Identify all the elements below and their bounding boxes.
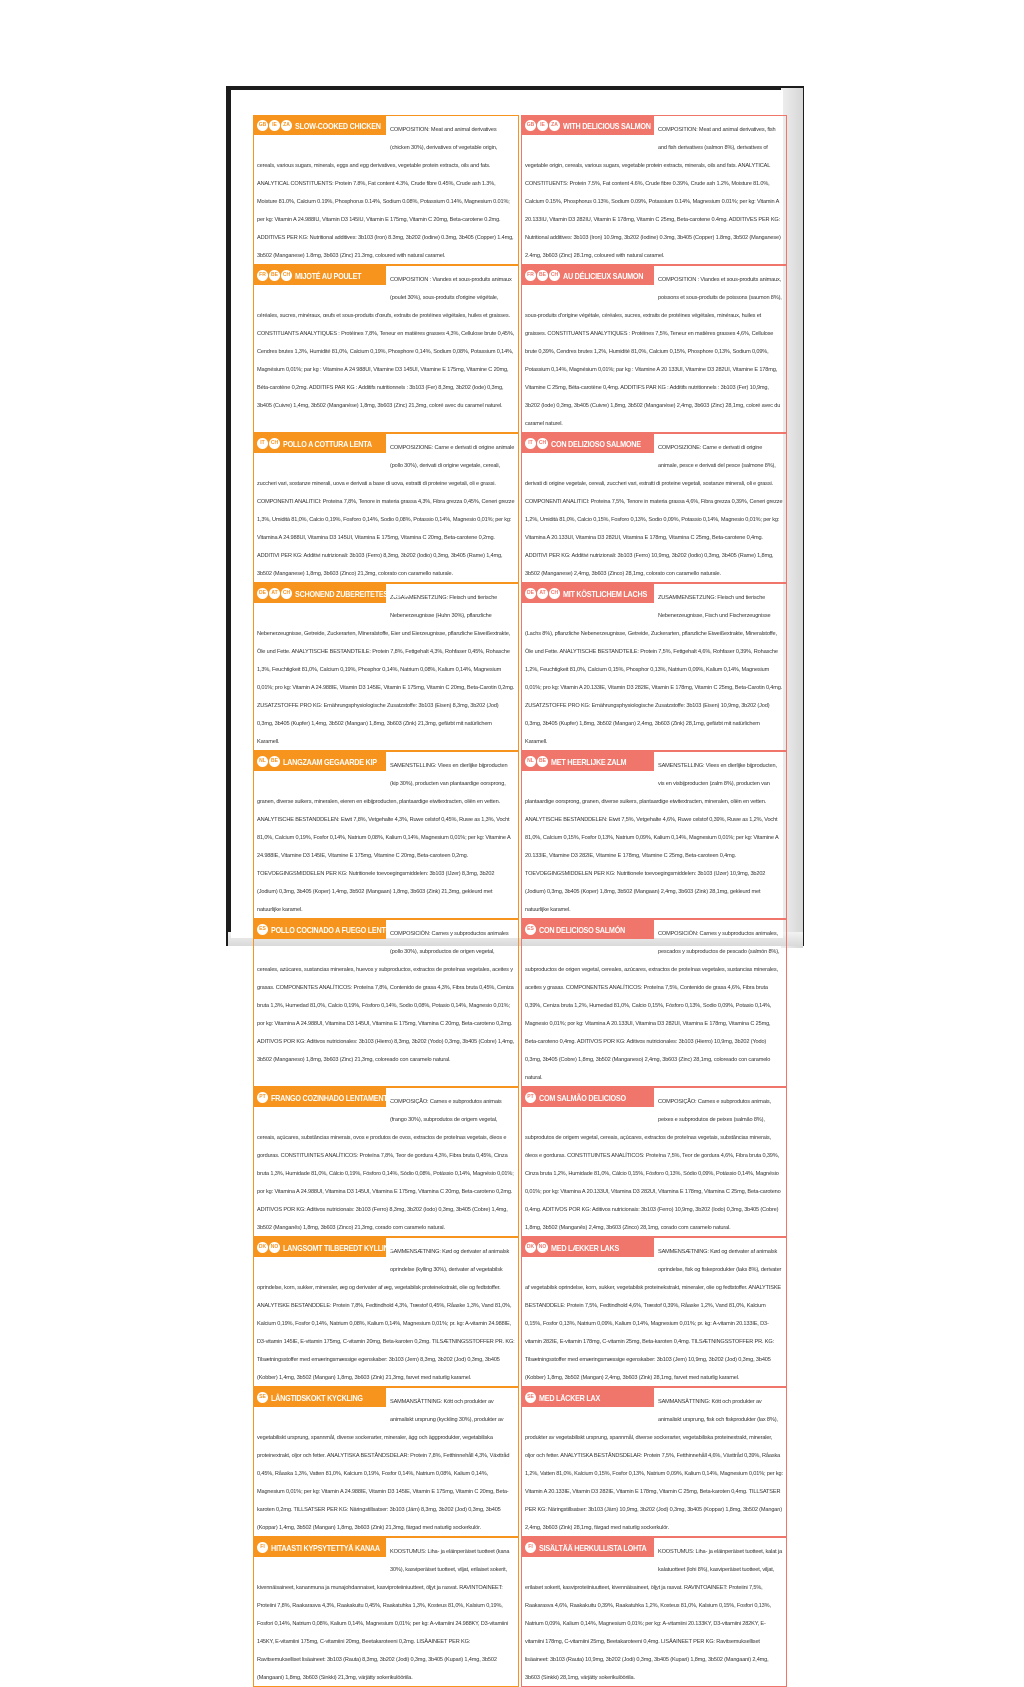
panel-title-bar bbox=[522, 1538, 654, 1557]
panel-title-bar bbox=[254, 1538, 386, 1557]
panel-title-bar bbox=[254, 434, 386, 453]
country-badge: FR bbox=[525, 270, 536, 281]
panel-title-bar bbox=[522, 266, 654, 285]
panel-composition-text: COMPOSICIÓN: Carnes y subproductos animales (pollo 30%), subproductos de origen vegetal, cereales, azúcares, sustancias minerales, huevos y subproductos, extractos de proteínas vegetales, aceites y grasas. COMPONENTES ANALÍTICOS: Proteína 7,8%, Contenido de grasa 4,3%, Fibra bruta 0,45%, Ceniza bruta 1,3%, Humedad 81,0%, Calcio 0,19%, Fósforo 0,14%, Sodio 0,08%, Potasio 0,14%, Magnesio 0,01%; por kg: Vitamina A 24.988UI, Vitamina D3 145UI, Vitamina E 175mg, Vitamina C 20mg, Beta-caroteno 0,2mg. ADITIVOS POR KG: Aditivos nutricionales: 3b103 (Hierro) 8,3mg, 3b202 (Yodo) 0,3mg, 3b405 (Cobre) 1,4mg, 3b502 (Manganeso) 1,8mg, 3b603 (Zinc) 21,3mg, coloreado con caramelo natural. bbox=[257, 931, 515, 1063]
country-badge: CH bbox=[281, 588, 292, 599]
panel-composition-text: KOOSTUMUS: Liha- ja eläinperäiset tuotteet, kalat ja kalatuotteet (lohi 8%), kasviperäiset tuotteet, viljat, erilaiset sokerit, kasviproteiiniuutteet, kivennäisaineet, öljyt ja rasvat. RAVINTOAINEET: Proteiini 7,5%, Raakarasva 4,6%, Raakakuitu 0,39%, Raakatuhka 1,2%, Kosteus 81,0%, Kalsium 0,15%, Fosfori 0,13%, Natrium 0,09%, Kalium 0,14%, Magnesium 0,01%; per kg: A-vitamiini 20.133KY, D3-vitamiini 282KY, E-vitamiini 178mg, C-vitamiini 25mg, Beetakaroteeni 0,4mg. LISÄAINEET PER KG: Ravitsemukselliset lisäaineet: 3b103 (Rauta) 10,9mg, 3b202 (Jodi) 0,3mg, 3b405 (Kupari) 1,8mg, 3b502 (Mangaani) 2,4mg, 3b603 (Sinkki) 28,1mg, värjätty sokerikulööriila. bbox=[525, 1549, 783, 1681]
panel-composition-text: KOOSTUMUS: Liha- ja eläinperäiset tuotteet (kana 30%), kasviperäiset tuotteet, viljat, erilaiset sokerit, kivennäisaineet, kananmuna ja munajohdannaiset, kasviproteiiniuutteet, öljyt ja rasvat. RAVINTOAINEET: Proteiini 7,8%, Raakarasva 4,3%, Raakakuitu 0,45%, Raakatuhka 1,3%, Kosteus 81,0%, Kalsium 0,19%, Fosfori 0,14%, Natrium 0,08%, Kalium 0,14%, Magnesium 0,01%; per kg: A-vitamiini 24.988KY, D3-vitamiini 145KY, E-vitamiini 175mg, C-vitamiini 20mg, Beetakaroteeni 0,2mg. LISÄAINEET PER KG: Ravitsemukselliset lisäaineet: 3b103 (Rauta) 8,3mg, 3b202 (Jodi) 0,3mg, 3b405 (Kupari) 1,4mg, 3b502 (Mangaani) 1,8mg, 3b603 (Sinkki) 21,3mg, värjätty sokerikulööriila. bbox=[257, 1549, 510, 1681]
panel-title: MIT KÖSTLICHEM LACHS bbox=[563, 588, 648, 599]
country-badge: NL bbox=[257, 756, 268, 767]
country-badge: BE bbox=[269, 756, 280, 767]
country-badge: FI bbox=[525, 1542, 536, 1553]
country-badge: ZA bbox=[549, 120, 560, 131]
panel-composition-text: SAMENSTELLING: Vlees en dierlijke bijproducten (kip 30%), producten van plantaardige oorsprong, granen, diverse suikers, mineralen, eieren en eibijproducten, plantaardige eiwitextracten, oliën en vetten. ANALYTISCHE BESTANDDELEN: Eiwit 7,8%, Vetgehalte 4,3%, Ruwe celstof 0,45%, Ruwe as 1,3%, Vocht 81,0%, Calcium 0,19%, Fosfor 0,14%, Natrium 0,08%, Kalium 0,14%, Magnesium 0,01%; per kg: Vitamine A 24.988IE, Vitamine D3 145IE, Vitamine E 175mg, Vitamine C 20mg, Beta-caroteen 0,2mg. TOEVOEGINGSMIDDELEN PER KG: Nutritionele toevoegingsmiddelen: 3b103 (IJzer) 8,3mg, 3b202 (Jodium) 0,3mg, 3b405 (Koper) 1,4mg, 3b502 (Mangaan) 1,8mg, 3b603 (Zink) 21,3mg, gekleurd met natuurlijke karamel. bbox=[257, 763, 511, 913]
ingredient-panel-chicken bbox=[253, 1237, 519, 1387]
country-badge: DK bbox=[525, 1242, 536, 1253]
panel-title-bar bbox=[254, 1088, 393, 1107]
panel-composition-text: COMPOSIZIONE: Carne e derivati di origine animale, pesce e derivati del pesce (salmone 8%), derivati di origine vegetale, cereali, zuccheri vari, estratti di proteine vegetali, sostanze minerali, oli e grassi. COMPONENTI ANALITICI: Proteina 7,5%, Tenore in materia grassa 4,6%, Fibra grezza 0,39%, Ceneri grezze 1,2%, Umidità 81,0%, Calcio 0,15%, Fosforo 0,13%, Sodio 0,09%, Potassio 0,14%, Magnesio 0,01%; per kg: Vitamina A 20.133UI, Vitamina D3 282UI, Vitamina E 178mg, Vitamina C 25mg, Beta-carotene 0,4mg. ADDITIVI PER KG: Additivi nutrizionali: 3b103 (Ferro) 10,9mg, 3b202 (Iodio) 0,3mg, 3b405 (Rame) 1,8mg, 3b502 (Manganese) 2,4mg, 3b603 (Zinco) 28,1mg, colorato con caramello naturale. bbox=[525, 445, 783, 577]
country-badge: CH bbox=[549, 270, 560, 281]
country-badge: CH bbox=[549, 588, 560, 599]
ingredient-panel-chicken bbox=[253, 919, 519, 1087]
panel-composition-text: SAMMANSÄTTNING: Kött och produkter av animaliskt ursprung, fisk och fiskprodukter (lax 8%), produkter av vegetabiliskt ursprung, spannmål, diverse sockerarter, vegetabiliska proteinextrakt, mineraler, oljor och fetter. ANALYTISKA BESTÅNDSDELAR: Protein 7,5%, Fetthinnehåll 4,6%, Växttråd 0,39%, Råaska 1,2%, Vatten 81,0%, Kalcium 0,15%, Fosfor 0,13%, Natrium 0,09%, Kalium 0,14%, Magnesium 0,01%; per kg: Vitamin A 20.133IE, Vitamin D3 282IE, Vitamin E 178mg, Vitamin C 25mg, Beta-karoten 0,4mg. TILLSATSER PER KG: Näringstillsatser: 3b103 (Järn) 10,9mg, 3b202 (Jod) 0,3mg, 3b405 (Koppar) 1,8mg, 3b502 (Mangan) 2,4mg, 3b603 (Zink) 28,1mg, färgad med naturlig sockerkulör. bbox=[525, 1399, 783, 1531]
panel-composition-text: COMPOSITION: Meat and animal derivatives, fish and fish derivatives (salmon 8%), derivatives of vegetable origin, cereals, various sugars, vegetable protein extracts, minerals, oils and fats. ANALYTICAL CONSTITUENTS: Protein 7.5%, Fat content 4.6%, Crude fibre 0.39%, Crude ash 1.2%, Moisture 81.0%, Calcium 0.15%, Phosphorus 0.13%, Sodium 0.09%, Potassium 0.14%, Magnesium 0.01%; per kg: Vitamin A 20.133IU, Vitamin D3 282IU, Vitamin E 178mg, Vitamin C 25mg, Beta-carotene 0.4mg. ADDITIVES PER KG: Nutritional additives: 3b103 (Iron) 10.9mg, 3b202 (Iodine) 0.3mg, 3b405 (Copper) 1.8mg, 3b502 (Manganese) 2.4mg, 3b603 (Zinc) 28.1mg, coloured with natural caramel. bbox=[525, 127, 781, 259]
panel-title-bar bbox=[522, 434, 654, 453]
country-badge: NO bbox=[537, 1242, 548, 1253]
country-badge: AT bbox=[269, 588, 280, 599]
panel-title: COM SALMÃO DELICIOSO bbox=[539, 1092, 626, 1103]
country-badge: GB bbox=[525, 120, 536, 131]
ingredient-panel-chicken bbox=[253, 583, 519, 751]
country-badge: FI bbox=[257, 1542, 268, 1553]
country-badge: DK bbox=[257, 1242, 268, 1253]
ingredient-panel-salmon bbox=[521, 1237, 787, 1387]
panel-title-bar bbox=[522, 1388, 654, 1407]
panel-title-bar bbox=[254, 116, 386, 135]
panel-composition-text: SAMENSTELLING: Vlees en dierlijke bijproducten, vis en visbijproducten (zalm 8%), producten van plantaardige oorsprong, granen, diverse suikers, plantaardige eiwitextracten, mineralen, oliën en vetten. ANALYTISCHE BESTANDDELEN: Eiwit 7,5%, Vetgehalte 4,6%, Ruwe celstof 0,39%, Ruwe as 1,2%, Vocht 81,0%, Calcium 0,15%, Fosfor 0,13%, Natrium 0,09%, Kalium 0,14%, Magnesium 0,01%; per kg: Vitamine A 20.133IE, Vitamine D3 282IE, Vitamine E 178mg, Vitamine C 25mg, Beta-caroteen 0,4mg. TOEVOEGINGSMIDDELEN PER KG: Nutritionele toevoegingsmiddelen: 3b103 (IJzer) 10,9mg, 3b202 (Jodium) 0,3mg, 3b405 (Koper) 1,8mg, 3b502 (Mangaan) 2,4mg, 3b603 (Zink) 28,1mg, gekleurd met natuurlijke karamel. bbox=[525, 763, 779, 913]
country-badge: CH bbox=[281, 270, 292, 281]
panel-title: SLOW-COOKED CHICKEN bbox=[295, 120, 381, 131]
country-badge: DE bbox=[525, 588, 536, 599]
panel-title-bar bbox=[254, 920, 391, 939]
country-badge: NO bbox=[269, 1242, 280, 1253]
panel-title: MED LÄCKER LAX bbox=[539, 1392, 601, 1403]
country-badge: ES bbox=[525, 924, 536, 935]
panel-composition-text: SAMMANSÄTTNING: Kött och produkter av animaliskt ursprung (kyckling 30%), produkter av vegetabiliskt ursprung, spannmål, diverse sockerarter, mineraler, ägg och äggprodukter, vegetabiliska proteinextrakt, oljor och fetter. ANALYTISKA BESTÅNDSDELAR: Protein 7,8%, Fetthinnehåll 4,3%, Växttråd 0,45%, Råaska 1,3%, Vatten 81,0%, Kalcium 0,19%, Fosfor 0,14%, Natrium 0,08%, Kalium 0,14%, Magnesium 0,01%; per kg: Vitamin A 24.988IE, Vitamin D3 145IE, Vitamin E 175mg, Vitamin C 20mg, Beta-karoten 0,2mg. TILLSATSER PER KG: Näringstillsatser: 3b103 (Järn) 8,3mg, 3b202 (Jod) 0,3mg, 3b405 (Koppar) 1,4mg, 3b502 (Mangan) 1,8mg, 3b603 (Zink) 21,3mg, färgad med naturlig sockerkulör. bbox=[257, 1399, 510, 1531]
panel-composition-text: COMPOSITION: Meat and animal derivatives (chicken 30%), derivatives of vegetable origin, cereals, various sugars, minerals, eggs and egg derivatives, vegetable protein extracts, oils and fats. ANALYTICAL CONSTITUENTS: Protein 7.8%, Fat content 4.3%, Crude fibre 0.45%, Crude ash 1.3%, Moisture 81.0%, Calcium 0.19%, Phosphorus 0.14%, Sodium 0.08%, Potassium 0.14%, Magnesium 0.01%; per kg: Vitamin A 24.988IU, Vitamin D3 145IU, Vitamin E 175mg, Vitamin C 20mg, Beta-carotene 0.2mg. ADDITIVES PER KG: Nutritional additives: 3b103 (Iron) 8.3mg, 3b202 (Iodine) 0.3mg, 3b405 (Copper) 1.4mg, 3b502 (Manganese) 1.8mg, 3b603 (Zinc) 21.3mg, coloured with natural caramel. bbox=[257, 127, 514, 259]
ingredient-panel-salmon bbox=[521, 1387, 787, 1537]
ingredient-panel-chicken bbox=[253, 1087, 519, 1237]
country-badge: AT bbox=[537, 588, 548, 599]
panel-title: FRANGO COZINHADO LENTAMENTE bbox=[271, 1092, 393, 1103]
country-badge: IE bbox=[537, 120, 548, 131]
ingredient-panel-chicken bbox=[253, 751, 519, 919]
panel-title-bar bbox=[254, 266, 386, 285]
ingredient-panel-chicken bbox=[253, 265, 519, 433]
ingredient-panel-salmon bbox=[521, 1537, 787, 1687]
panel-title: MED LÆKKER LAKS bbox=[551, 1242, 620, 1253]
panel-title: LANGZAAM GEGAARDE KIP bbox=[283, 756, 377, 767]
panel-composition-text: COMPOSIZIONE: Carne e derivati di origine animale (pollo 30%), derivati di origine vegetale, cereali, zuccheri vari, sostanze minerali, uova e derivati a base di uova, estratti di proteine vegetali, oli e grassi. COMPONENTI ANALITICI: Proteina 7,8%, Tenore in materia grassa 4,3%, Fibra grezza 0,45%, Ceneri grezze 1,3%, Umidità 81,0%, Calcio 0,19%, Fosforo 0,14%, Sodio 0,08%, Potassio 0,14%, Magnesio 0,01%; per kg: Vitamina A 24.988UI, Vitamina D3 145UI, Vitamina E 175mg, Vitamina C 20mg, Beta-carotene 0,2mg. ADDITIVI PER KG: Additivi nutrizionali: 3b103 (Ferro) 8,3mg, 3b202 (Iodio) 0,3mg, 3b405 (Rame) 1,4mg, 3b502 (Manganese) 1,8mg, 3b603 (Zinco) 21,3mg, colorato con caramello naturale. bbox=[257, 445, 515, 577]
country-badge: IT bbox=[525, 438, 536, 449]
panel-title: CON DELICIOSO SALMÓN bbox=[539, 924, 626, 935]
country-badge: BE bbox=[537, 270, 548, 281]
panel-composition-text: COMPOSITION : Viandes et sous-produits animaux, poissons et sous-produits de poissons (saumon 8%), sous-produits d'origine végétale, céréales, sucres, extraits de protéines végétales, minéraux, huiles et graisses. CONSTITUANTS ANALYTIQUES : Protéines 7,5%, Teneur en matières grasses 4,6%, Cellulose brute 0,39%, Cendres brutes 1,2%, Humidité 81,0%, Calcium 0,15%, Phosphore 0,13%, Sodium 0,09%, Potassium 0,14%, Magnésium 0,01%; par kg : Vitamine A 20 133UI, Vitamine D3 282UI, Vitamine E 178mg, Vitamine C 25mg, Béta-carotène 0,4mg. ADDITIFS PAR KG : Additifs nutritionnels : 3b103 (Fer) 10,9mg, 3b202 (Iode) 0,3mg, 3b405 (Cuivre) 1,8mg, 3b502 (Manganèse) 2,4mg, 3b603 (Zinc) 28,1mg, coloré avec du caramel naturel. bbox=[525, 277, 782, 427]
panel-title-bar bbox=[522, 1088, 654, 1107]
ingredient-panel-chicken bbox=[253, 115, 519, 265]
panel-composition-text: COMPOSIÇÃO: Carnes e subprodutos animais, peixes e subprodutos de peixes (salmão 8%), subprodutos de origem vegetal, cereais, açúcares, extractos de proteínas vegetais, substâncias minerais, óleos e gorduras. CONSTITUINTES ANALÍTICOS: Proteína 7,5%, Teor de gordura 4,6%, Fibra bruta 0,39%, Cinza bruta 1,2%, Humidade 81,0%, Cálcio 0,15%, Fósforo 0,13%, Sódio 0,09%, Potássio 0,14%, Magnésio 0,01%; por kg: Vitamina A 20.133UI, Vitamina D3 282UI, Vitamina E 178mg, Vitamina C 25mg, Beta-caroteno 0,4mg. ADITIVOS POR KG: Aditivos nutricionais: 3b103 (Ferro) 10,9mg, 3b202 (Iodo) 0,3mg, 3b405 (Cobre) 1,8mg, 3b502 (Manganês) 2,4mg, 3b603 (Zinco) 28,1mg, corado com caramelo natural. bbox=[525, 1099, 781, 1231]
panel-composition-text: ZUSAMMENSETZUNG: Fleisch und tierische Nebenerzeugnisse, Fisch und Fischerzeugnisse (Lachs 8%), pflanzliche Nebenerzeugnisse, Getreide, Zuckerarten, pflanzliche Eiweißextrakte, Mineralstoffe, Öle und Fette. ANALYTISCHE BESTANDTEILE: Protein 7,5%, Fettgehalt 4,6%, Rohfaser 0,39%, Rohasche 1,2%, Feuchtigkeit 81,0%, Calcium 0,15%, Phosphor 0,13%, Natrium 0,09%, Kalium 0,14%, Magnesium 0,01%; pro kg: Vitamin A 20.133IE, Vitamin D3 282IE, Vitamin E 178mg, Vitamin C 25mg, Beta-Carotin 0,4mg. ZUSATZSTOFFE PRO KG: Ernährungsphysiologische Zusatzstoffe: 3b103 (Eisen) 10,9mg, 3b202 (Jod) 0,3mg, 3b405 (Kupfer) 1,8mg, 3b502 (Mangan) 2,4mg, 3b603 (Zink) 28,1mg, gefärbt mit natürlichem Karamell. bbox=[525, 595, 783, 745]
panel-title: SISÄLTÄÄ HERKULLISTA LOHTA bbox=[539, 1542, 647, 1553]
panel-title: AU DÉLICIEUX SAUMON bbox=[563, 270, 644, 281]
panel-title-bar bbox=[254, 1238, 394, 1257]
panel-composition-text: SAMMENSÆTNING: Kød og derivater af animalsk oprindelse (kylling 30%), derivater af vegetabilsk oprindelse, korn, sukker, mineraler, æg og derivater af æg, vegetabilsk proteinekstrakt, olie og fedtstoffer. ANALYTISKE BESTANDDELE: Protein 7,8%, Fedtindhold 4,3%, Træstof 0,45%, Råaske 1,3%, Vand 81,0%, Kalcium 0,19%, Fosfor 0,14%, Natrium 0,08%, Kalium 0,14%, Magnesium 0,01%; pr. kg: A-vitamin 24.988IE, D3-vitamin 145IE, E-vitamin 175mg, C-vitamin 20mg, Beta-karoten 0,2mg. TILSÆTNINGSSTOFFER PR. KG: Tilsætningsstoffer med ernæringsmæssige egenskaber: 3b103 (Jern) 8,3mg, 3b202 (Jod) 0,3mg, 3b405 (Kobber) 1,4mg, 3b502 (Mangan) 1,8mg, 3b603 (Zink) 21,3mg, farvet med naturlig karamel. bbox=[257, 1249, 515, 1381]
panel-title: POLLO COCINADO A FUEGO LENTO bbox=[271, 924, 391, 935]
ingredient-panel-salmon bbox=[521, 265, 787, 433]
ingredient-grid bbox=[253, 115, 787, 1681]
panel-title-bar bbox=[522, 584, 654, 603]
country-badge: ZA bbox=[281, 120, 292, 131]
country-badge: SE bbox=[257, 1392, 268, 1403]
panel-title: WITH DELICIOUS SALMON bbox=[563, 120, 651, 131]
country-badge: ES bbox=[257, 924, 268, 935]
ingredient-panel-salmon bbox=[521, 433, 787, 583]
country-badge: FR bbox=[257, 270, 268, 281]
panel-title-bar bbox=[254, 752, 386, 771]
panel-composition-text: COMPOSIÇÃO: Carnes e subprodutos animais (frango 30%), subprodutos de origem vegetal, cereais, açúcares, substâncias minerais, ovos e produtos de ovos, extractos de proteínas vegetais, óleos e gorduras. CONSTITUINTES ANALÍTICOS: Proteína 7,8%, Teor de gordura 4,3%, Fibra bruta 0,45%, Cinza bruta 1,3%, Humidade 81,0%, Cálcio 0,19%, Fósforo 0,14%, Sódio 0,08%, Potássio 0,14%, Magnésio 0,01%; por kg: Vitamina A 24.988UI, Vitamina D3 145UI, Vitamina E 175mg, Vitamina C 20mg, Beta-caroteno 0,2mg. ADITIVOS POR KG: Aditivos nutricionais: 3b103 (Ferro) 8,3mg, 3b202 (Iodo) 0,3mg, 3b405 (Cobre) 1,4mg, 3b502 (Manganês) 1,8mg, 3b603 (Zinco) 21,3mg, corado com caramelo natural. bbox=[257, 1099, 514, 1231]
panel-title: LANGSOMT TILBEREDT KYLLING bbox=[283, 1242, 394, 1253]
country-badge: NL bbox=[525, 756, 536, 767]
panel-composition-text: COMPOSICIÓN: Carnes y subproductos animales, pescados y subproductos de pescado (salmón 8%), subproductos de origen vegetal, cereales, azúcares, extractos de proteínas vegetales, sustancias minerales, aceites y grasas. COMPONENTES ANALÍTICOS: Proteína 7,5%, Contenido de grasa 4,6%, Fibra bruta 0,39%, Ceniza bruta 1,2%, Humedad 81,0%, Calcio 0,15%, Fósforo 0,13%, Sodio 0,09%, Potasio 0,14%, Magnesio 0,01%; por kg: Vitamina A 20.133UI, Vitamina D3 282UI, Vitamina E 178mg, Vitamina C 25mg, Beta-caroteno 0,4mg. ADITIVOS POR KG: Aditivos nutricionales: 3b103 (Hierro) 10,9mg, 3b202 (Yodo) 0,3mg, 3b405 (Cobre) 1,8mg, 3b502 (Manganeso) 2,4mg, 3b603 (Zinc) 28,1mg, coloreado con caramelo natural. bbox=[525, 931, 780, 1081]
ingredient-panel-chicken bbox=[253, 1537, 519, 1687]
country-badge: BE bbox=[269, 270, 280, 281]
panel-title-bar bbox=[522, 920, 654, 939]
ingredient-panel-chicken bbox=[253, 433, 519, 583]
panel-title: HITAASTI KYPSYTETTYÄ KANAA bbox=[271, 1542, 380, 1553]
ingredient-panel-salmon bbox=[521, 1087, 787, 1237]
country-badge: PT bbox=[257, 1092, 268, 1103]
panel-title: MIJOTÉ AU POULET bbox=[295, 270, 362, 281]
panel-composition-text: COMPOSITION : Viandes et sous-produits animaux (poulet 30%), sous-produits d'origine végétale, céréales, sucres, minéraux, œufs et sous-produits d'œufs, extraits de protéines végétales, huiles et graisses. CONSTITUANTS ANALYTIQUES : Protéines 7,8%, Teneur en matières grasses 4,3%, Cellulose brute 0,45%, Cendres brutes 1,3%, Humidité 81,0%, Calcium 0,19%, Phosphore 0,14%, Sodium 0,08%, Potassium 0,14%, Magnésium 0,01%; par kg : Vitamine A 24 988UI, Vitamine D3 145UI, Vitamine E 175mg, Vitamine C 20mg, Béta-carotène 0,2mg. ADDITIFS PAR KG : Additifs nutritionnels : 3b103 (Fer) 8,3mg, 3b202 (Iode) 0,3mg, 3b405 (Cuivre) 1,4mg, 3b502 (Manganèse) 1,8mg, 3b603 (Zinc) 21,3mg, coloré avec du caramel naturel. bbox=[257, 277, 515, 409]
panel-title: LÅNGTIDSKOKT KYCKLING bbox=[271, 1392, 363, 1403]
panel-title-bar bbox=[254, 1388, 386, 1407]
ingredient-panel-salmon bbox=[521, 919, 787, 1087]
ingredient-panel-salmon bbox=[521, 751, 787, 919]
panel-title: POLLO A COTTURA LENTA bbox=[283, 438, 372, 449]
country-badge: PT bbox=[525, 1092, 536, 1103]
country-badge: DE bbox=[257, 588, 268, 599]
panel-title-bar bbox=[522, 1238, 654, 1257]
ingredient-panel-salmon bbox=[521, 115, 787, 265]
country-badge: IE bbox=[269, 120, 280, 131]
ingredient-panel-chicken bbox=[253, 1387, 519, 1537]
ingredient-panel-salmon bbox=[521, 583, 787, 751]
country-badge: SE bbox=[525, 1392, 536, 1403]
country-badge: GB bbox=[257, 120, 268, 131]
panel-title-bar bbox=[522, 752, 654, 771]
panel-title: MET HEERLIJKE ZALM bbox=[551, 756, 627, 767]
country-badge: CH bbox=[269, 438, 280, 449]
country-badge: BE bbox=[537, 756, 548, 767]
country-badge: CH bbox=[537, 438, 548, 449]
panel-title-bar bbox=[254, 584, 410, 603]
panel-title: CON DELIZIOSO SALMONE bbox=[551, 438, 641, 449]
panel-title-bar bbox=[522, 116, 654, 135]
panel-title: SCHONEND ZUBEREITETES HUHN bbox=[295, 588, 410, 599]
panel-composition-text: ZUSAMMENSETZUNG: Fleisch und tierische Nebenerzeugnisse (Huhn 30%), pflanzliche Nebenerzeugnisse, Getreide, Zuckerarten, Mineralstoffe, Eier und Eierzeugnisse, pflanzliche Eiweißextrakte, Öle und Fette. ANALYTISCHE BESTANDTEILE: Protein 7,8%, Fettgehalt 4,3%, Rohfaser 0,45%, Rohasche 1,3%, Feuchtigkeit 81,0%, Calcium 0,19%, Phosphor 0,14%, Natrium 0,08%, Kalium 0,14%, Magnesium 0,01%; pro kg: Vitamin A 24.988IE, Vitamin D3 145IE, Vitamin E 175mg, Vitamin C 20mg, Beta-Carotin 0,2mg. ZUSATZSTOFFE PRO KG: Ernährungsphysiologische Zusatzstoffe: 3b103 (Eisen) 8,3mg, 3b202 (Jod) 0,3mg, 3b405 (Kupfer) 1,4mg, 3b502 (Mangan) 1,8mg, 3b603 (Zink) 21,3mg, gefärbt mit natürlichem Karamell. bbox=[257, 595, 515, 745]
panel-composition-text: SAMMENSÆTNING: Kød og derivater af animalsk oprindelse, fisk og fiskeprodukter (laks 8%), derivater af vegetabilsk oprindelse, korn, sukker, vegetabilsk proteinekstrakt, mineraler, olie og fedtstoffer. ANALYTISKE BESTANDDELE: Protein 7,5%, Fedtindhold 4,6%, Træstof 0,39%, Råaske 1,2%, Vand 81,0%, Kalcium 0,15%, Fosfor 0,13%, Natrium 0,09%, Kalium 0,14%, Magnesium 0,01%; pr. kg: A-vitamin 20.133IE, D3-vitamin 282IE, E-vitamin 178mg, C-vitamin 25mg, Beta-karoten 0,4mg. TILSÆTNINGSSTOFFER PR. KG: Tilsætningsstoffer med ernæringsmæssige egenskaber: 3b103 (Jern) 10,9mg, 3b202 (Jod) 0,3mg, 3b405 (Kobber) 1,8mg, 3b502 (Mangan) 2,4mg, 3b603 (Zink) 28,1mg, farvet med naturlig karamel. bbox=[525, 1249, 782, 1381]
country-badge: IT bbox=[257, 438, 268, 449]
